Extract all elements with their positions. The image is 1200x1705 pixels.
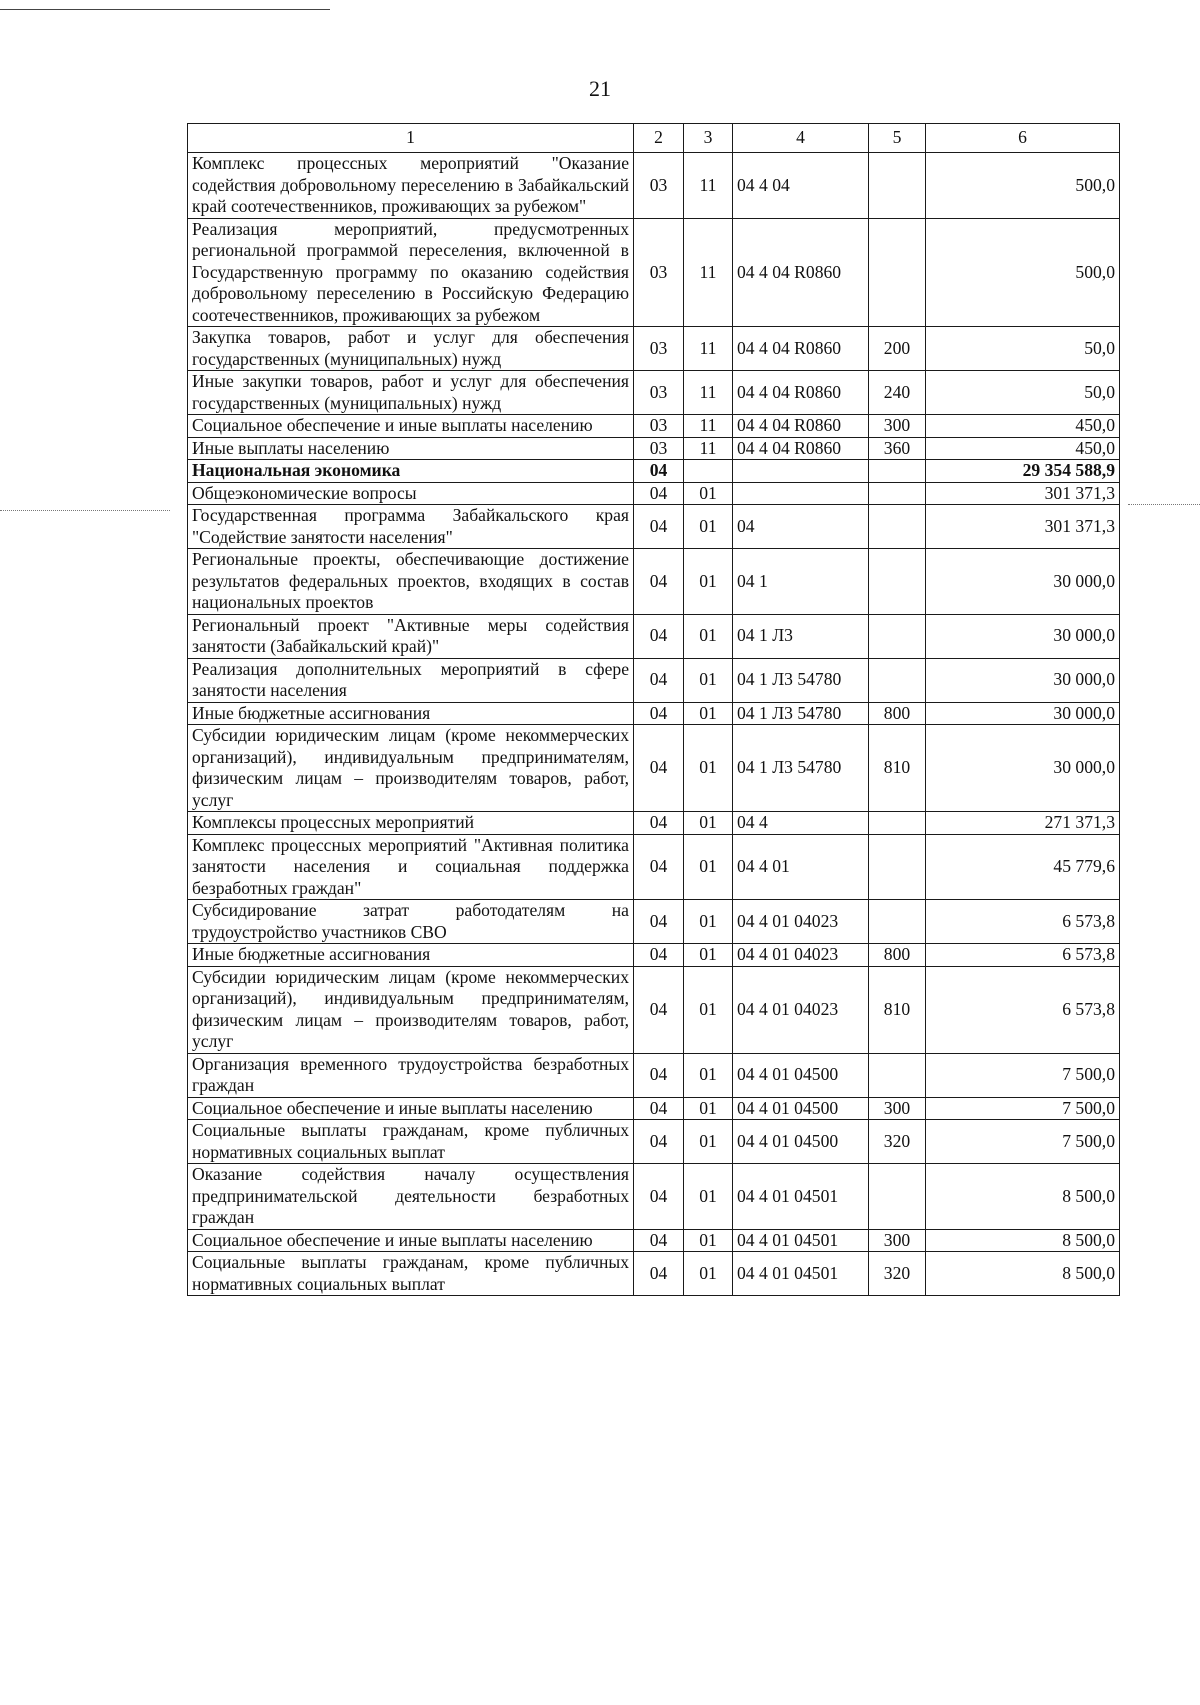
row-section: 03 <box>634 327 684 371</box>
row-subsection: 01 <box>684 1164 733 1230</box>
row-target-code: 04 1 <box>733 549 869 615</box>
row-section: 04 <box>634 482 684 505</box>
scan-edge-line <box>1128 504 1200 505</box>
row-subsection: 01 <box>684 725 733 812</box>
row-section: 04 <box>634 1120 684 1164</box>
row-target-code: 04 4 01 04501 <box>733 1229 869 1252</box>
row-expense-type <box>869 482 926 505</box>
row-subsection: 01 <box>684 1229 733 1252</box>
row-target-code: 04 4 01 04501 <box>733 1252 869 1296</box>
row-expense-type <box>869 460 926 483</box>
row-subsection: 11 <box>684 218 733 327</box>
row-target-code: 04 1 Л3 54780 <box>733 658 869 702</box>
row-name: Реализация мероприятий, предусмотренных региональной программой переселения, включенной в Государственную программу по оказанию содействия добровольному переселению в Российскую Федерацию соотечественников, проживающих за рубежом <box>188 218 634 327</box>
table-header <box>188 124 1120 153</box>
table-row <box>188 614 1120 658</box>
row-name: Субсидирование затрат работодателям на трудоустройство участников СВО <box>188 900 634 944</box>
row-expense-type: 810 <box>869 966 926 1053</box>
row-amount: 7 500,0 <box>926 1120 1120 1164</box>
table-row <box>188 153 1120 219</box>
row-target-code <box>733 460 869 483</box>
row-subsection: 01 <box>684 702 733 725</box>
table-row <box>188 482 1120 505</box>
row-section: 04 <box>634 658 684 702</box>
row-section: 04 <box>634 1229 684 1252</box>
row-section: 04 <box>634 812 684 835</box>
row-subsection: 11 <box>684 153 733 219</box>
row-expense-type: 800 <box>869 702 926 725</box>
row-subsection: 01 <box>684 944 733 967</box>
row-expense-type <box>869 153 926 219</box>
row-amount: 29 354 588,9 <box>926 460 1120 483</box>
row-section: 04 <box>634 966 684 1053</box>
row-subsection: 01 <box>684 658 733 702</box>
scan-edge-line <box>0 9 330 10</box>
row-name: Иные бюджетные ассигнования <box>188 702 634 725</box>
row-target-code: 04 4 04 R0860 <box>733 415 869 438</box>
row-amount: 6 573,8 <box>926 900 1120 944</box>
row-subsection: 01 <box>684 1120 733 1164</box>
row-name: Комплексы процессных мероприятий <box>188 812 634 835</box>
row-amount: 6 573,8 <box>926 966 1120 1053</box>
row-expense-type <box>869 834 926 900</box>
row-name: Социальные выплаты гражданам, кроме публичных нормативных социальных выплат <box>188 1252 634 1296</box>
row-subsection <box>684 460 733 483</box>
table-row <box>188 900 1120 944</box>
row-expense-type: 810 <box>869 725 926 812</box>
row-name: Комплекс процессных мероприятий "Активная политика занятости населения и социальная поддержка безработных граждан" <box>188 834 634 900</box>
row-name: Закупка товаров, работ и услуг для обеспечения государственных (муниципальных) нужд <box>188 327 634 371</box>
row-target-code: 04 4 <box>733 812 869 835</box>
row-name: Комплекс процессных мероприятий "Оказание содействия добровольному переселению в Забайкальский край соотечественников, проживающих за рубежом" <box>188 153 634 219</box>
row-amount: 30 000,0 <box>926 725 1120 812</box>
table-row <box>188 327 1120 371</box>
row-name: Социальное обеспечение и иные выплаты населению <box>188 415 634 438</box>
row-section: 04 <box>634 505 684 549</box>
row-subsection: 01 <box>684 1252 733 1296</box>
row-expense-type <box>869 900 926 944</box>
row-name: Социальное обеспечение и иные выплаты населению <box>188 1229 634 1252</box>
row-amount: 6 573,8 <box>926 944 1120 967</box>
row-amount: 8 500,0 <box>926 1252 1120 1296</box>
row-subsection: 11 <box>684 327 733 371</box>
row-target-code <box>733 482 869 505</box>
row-amount: 8 500,0 <box>926 1164 1120 1230</box>
row-expense-type: 300 <box>869 1229 926 1252</box>
row-subsection: 01 <box>684 549 733 615</box>
table-row <box>188 1252 1120 1296</box>
row-subsection: 01 <box>684 505 733 549</box>
header-col-5: 5 <box>869 124 926 153</box>
table-row <box>188 658 1120 702</box>
row-subsection: 01 <box>684 482 733 505</box>
table-row <box>188 966 1120 1053</box>
row-section: 04 <box>634 702 684 725</box>
table-row <box>188 725 1120 812</box>
header-row <box>188 124 1120 153</box>
row-name: Общеэкономические вопросы <box>188 482 634 505</box>
row-amount: 500,0 <box>926 218 1120 327</box>
row-section: 04 <box>634 549 684 615</box>
row-expense-type: 200 <box>869 327 926 371</box>
row-subsection: 01 <box>684 812 733 835</box>
table-row <box>188 1097 1120 1120</box>
row-name: Региональный проект "Активные меры содействия занятости (Забайкальский край)" <box>188 614 634 658</box>
row-amount: 301 371,3 <box>926 505 1120 549</box>
row-subsection: 01 <box>684 1053 733 1097</box>
table-row <box>188 812 1120 835</box>
table-row <box>188 218 1120 327</box>
row-expense-type <box>869 1164 926 1230</box>
row-amount: 271 371,3 <box>926 812 1120 835</box>
header-col-1: 1 <box>188 124 634 153</box>
row-section: 03 <box>634 371 684 415</box>
row-subsection: 11 <box>684 437 733 460</box>
row-expense-type: 300 <box>869 1097 926 1120</box>
row-subsection: 01 <box>684 1097 733 1120</box>
row-amount: 30 000,0 <box>926 658 1120 702</box>
row-subsection: 11 <box>684 371 733 415</box>
table-row <box>188 1120 1120 1164</box>
table-row <box>188 437 1120 460</box>
table-body <box>188 153 1120 1296</box>
row-expense-type: 320 <box>869 1252 926 1296</box>
table-row <box>188 371 1120 415</box>
row-amount: 301 371,3 <box>926 482 1120 505</box>
row-target-code: 04 4 04 R0860 <box>733 218 869 327</box>
row-name: Социальное обеспечение и иные выплаты населению <box>188 1097 634 1120</box>
row-target-code: 04 4 01 04500 <box>733 1053 869 1097</box>
row-name: Региональные проекты, обеспечивающие достижение результатов федеральных проектов, входящих в состав национальных проектов <box>188 549 634 615</box>
row-section: 04 <box>634 900 684 944</box>
row-amount: 30 000,0 <box>926 614 1120 658</box>
row-section: 04 <box>634 834 684 900</box>
row-target-code: 04 1 Л3 54780 <box>733 702 869 725</box>
header-col-3: 3 <box>684 124 733 153</box>
table-row <box>188 944 1120 967</box>
table-row <box>188 1164 1120 1230</box>
row-name: Социальные выплаты гражданам, кроме публичных нормативных социальных выплат <box>188 1120 634 1164</box>
table-row <box>188 834 1120 900</box>
row-target-code: 04 4 01 04023 <box>733 966 869 1053</box>
row-expense-type <box>869 1053 926 1097</box>
row-name: Иные закупки товаров, работ и услуг для обеспечения государственных (муниципальных) нужд <box>188 371 634 415</box>
row-target-code: 04 4 04 R0860 <box>733 371 869 415</box>
row-amount: 450,0 <box>926 437 1120 460</box>
row-target-code: 04 4 01 04023 <box>733 944 869 967</box>
row-amount: 7 500,0 <box>926 1053 1120 1097</box>
row-target-code: 04 4 01 04500 <box>733 1097 869 1120</box>
table-row <box>188 549 1120 615</box>
row-subsection: 11 <box>684 415 733 438</box>
row-subsection: 01 <box>684 834 733 900</box>
table-row <box>188 415 1120 438</box>
row-target-code: 04 4 04 R0860 <box>733 437 869 460</box>
row-target-code: 04 4 01 04500 <box>733 1120 869 1164</box>
row-section: 04 <box>634 1164 684 1230</box>
row-section: 04 <box>634 725 684 812</box>
row-expense-type <box>869 658 926 702</box>
row-target-code: 04 4 01 04023 <box>733 900 869 944</box>
row-expense-type: 360 <box>869 437 926 460</box>
row-target-code: 04 1 Л3 54780 <box>733 725 869 812</box>
row-section: 04 <box>634 1053 684 1097</box>
row-section: 04 <box>634 1252 684 1296</box>
row-target-code: 04 4 01 <box>733 834 869 900</box>
row-expense-type <box>869 218 926 327</box>
row-name: Иные выплаты населению <box>188 437 634 460</box>
row-amount: 8 500,0 <box>926 1229 1120 1252</box>
header-col-6: 6 <box>926 124 1120 153</box>
row-subsection: 01 <box>684 614 733 658</box>
page-number: 21 <box>589 76 611 101</box>
row-amount: 45 779,6 <box>926 834 1120 900</box>
row-name: Субсидии юридическим лицам (кроме некоммерческих организаций), индивидуальным предпринимателям, физическим лицам – производителям товаров, работ, услуг <box>188 725 634 812</box>
row-subsection: 01 <box>684 900 733 944</box>
table-row <box>188 460 1120 483</box>
row-target-code: 04 4 01 04501 <box>733 1164 869 1230</box>
table-row <box>188 505 1120 549</box>
row-expense-type <box>869 614 926 658</box>
row-amount: 50,0 <box>926 371 1120 415</box>
header-col-4: 4 <box>733 124 869 153</box>
row-name: Организация временного трудоустройства безработных граждан <box>188 1053 634 1097</box>
row-amount: 50,0 <box>926 327 1120 371</box>
row-expense-type <box>869 549 926 615</box>
row-target-code: 04 1 Л3 <box>733 614 869 658</box>
header-col-2: 2 <box>634 124 684 153</box>
row-expense-type <box>869 812 926 835</box>
row-section: 03 <box>634 437 684 460</box>
row-name: Оказание содействия началу осуществления предпринимательской деятельности безработных граждан <box>188 1164 634 1230</box>
budget-table <box>187 123 1120 1296</box>
row-name: Субсидии юридическим лицам (кроме некоммерческих организаций), индивидуальным предпринимателям, физическим лицам – производителям товаров, работ, услуг <box>188 966 634 1053</box>
row-section: 04 <box>634 944 684 967</box>
row-section: 04 <box>634 460 684 483</box>
row-expense-type: 300 <box>869 415 926 438</box>
row-amount: 450,0 <box>926 415 1120 438</box>
table-row <box>188 1053 1120 1097</box>
row-target-code: 04 4 04 R0860 <box>733 327 869 371</box>
row-section: 04 <box>634 614 684 658</box>
table-row <box>188 702 1120 725</box>
row-name: Реализация дополнительных мероприятий в сфере занятости населения <box>188 658 634 702</box>
table-row <box>188 1229 1120 1252</box>
row-target-code: 04 4 04 <box>733 153 869 219</box>
row-target-code: 04 <box>733 505 869 549</box>
row-section: 03 <box>634 153 684 219</box>
row-amount: 30 000,0 <box>926 702 1120 725</box>
row-expense-type: 320 <box>869 1120 926 1164</box>
row-subsection: 01 <box>684 966 733 1053</box>
row-expense-type: 240 <box>869 371 926 415</box>
row-name: Национальная экономика <box>188 460 634 483</box>
row-name: Иные бюджетные ассигнования <box>188 944 634 967</box>
row-section: 04 <box>634 1097 684 1120</box>
row-expense-type: 800 <box>869 944 926 967</box>
row-amount: 30 000,0 <box>926 549 1120 615</box>
row-section: 03 <box>634 218 684 327</box>
row-expense-type <box>869 505 926 549</box>
scan-edge-line <box>0 510 170 511</box>
row-section: 03 <box>634 415 684 438</box>
row-amount: 500,0 <box>926 153 1120 219</box>
row-name: Государственная программа Забайкальского края "Содействие занятости населения" <box>188 505 634 549</box>
row-amount: 7 500,0 <box>926 1097 1120 1120</box>
